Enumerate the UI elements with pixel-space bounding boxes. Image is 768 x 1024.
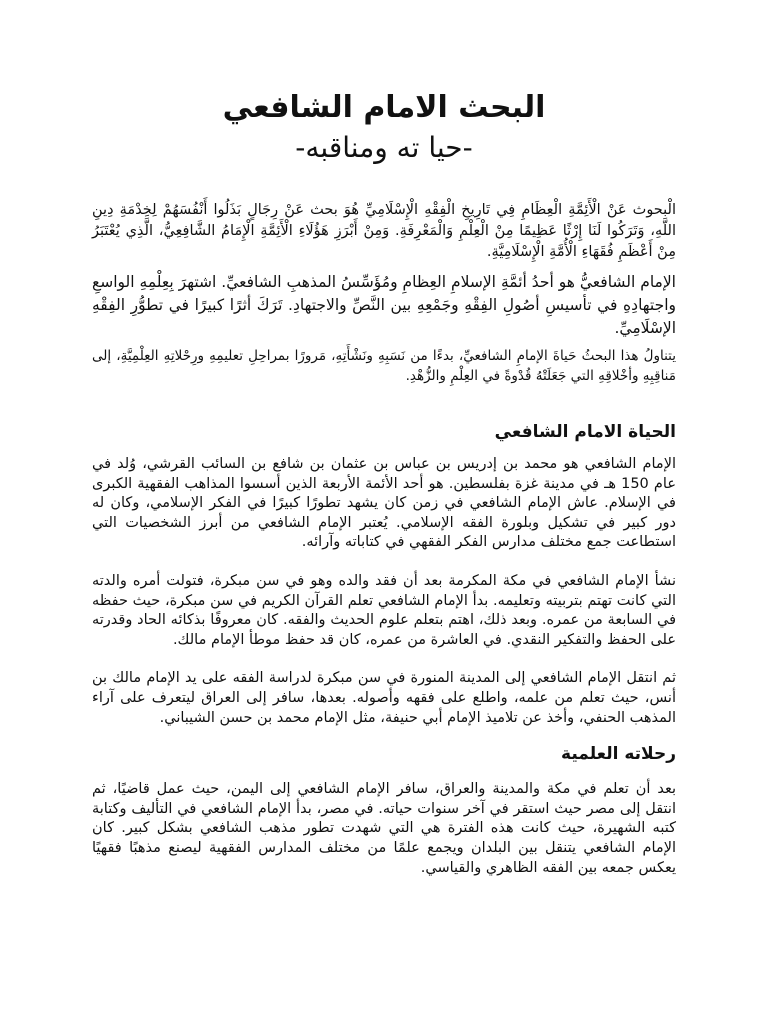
body-paragraph: الإمام الشافعي هو محمد بن إدريس بن عباس بن عثمان بن شافع بن السائب القرشي، وُلد في عام 150 هـ في مدينة غزة بفلسطين. هو أحد الأئمة الأربعة الذين أسسوا المذاهب الفقهية الكبرى في الإسلام. عاش الإمام الشافعي في زمن كان يشهد تطورًا كبيرًا في الفكر الإسلامي، وكان له دور كبير في تشكيل وبلورة الفقه الإسلامي. يُعتبر الإمام الشافعي من أبرز الشخصيات التي استطاعت جمع مختلف مدارس الفكر الفقهي في كتاباته وآرائه. — [92, 456, 676, 551]
document-subtitle: -حيا ته ومناقبه- — [295, 131, 473, 164]
body-paragraph: نشأ الإمام الشافعي في مكة المكرمة بعد أن فقد والده وهو في سن مبكرة، فتولت أمره والدته التي كانت تهتم بتربيته وتعليمه. بدأ الإمام الشافعي تعلم القرآن الكريم في سن مبكرة، حيث حفظه في السابعة من عمره. وبعد ذلك، اهتم بتعلم علوم الحديث والفقه. كان معروفًا بذكائه الحاد وقدرته على الحفظ والتفكير النقدي. في العاشرة من عمره، كان قد حفظ موطأ الإمام مالك. — [92, 572, 676, 648]
section-heading: الحياة الامام الشافعي — [494, 422, 676, 442]
section-life — [92, 420, 676, 728]
section-heading: رحلاته العلمية — [561, 744, 676, 765]
document-title: البحث الامام الشافعي — [222, 90, 546, 125]
body-paragraph: ثم انتقل الإمام الشافعي إلى المدينة المنورة في سن مبكرة لدراسة الفقه على يد الإمام مالك بن أنس، حيث تعلم من علمه، واطلع على فقهه وأصوله. بعدها، سافر إلى العراق ليتعرف على آراء المذهب الحنفي، وأخذ عن تلاميذ الإمام أبي حنيفة، مثل الإمام محمد بن حسن الشيباني. — [92, 670, 676, 726]
intro-paragraph: الإمام الشافعيُّ هو أحدُ أئمَّةِ الإسلامِ العِظامِ ومُؤَسِّسُ المذهبِ الشافعيِّ. اشتهرَ بِعِلْمِهِ الواسعِ واجتهادِهِ في تأسيسِ أصُولِ الفِقْهِ وجَمْعِهِ بين النَّصِّ والاجتهادِ. تَرَكَ أثرًا كبيرًا في تطوُّرِ الفِقْهِ الإسْلَامِيِّ. — [92, 273, 676, 337]
intro-paragraph: الْبحوث عَنْ الْأَئِمَّةِ الْعِظَامِ فِي تَارِيخِ الْفِقْهِ الْإِسْلَامِيِّ هُوَ بحث عَنْ رِجَالٍ بَذَلُوا أَنْفُسَهُمْ لِخِدْمَةِ دِينِ اللَّهِ، وَتَرَكُوا لَنَا إِرْثًا عَظِيمًا مِنْ الْعِلْمِ وَالْمَعْرِفَةِ. وَمِنْ أَبْرَزِ هَؤُلَاءِ الْأَئِمَّةِ الْإِمَامُ الشَّافِعِيُّ، الَّذِي يُعْتَبَرُ مِنْ أَعْظَمِ فُقَهَاءِ الْأُمَّةِ الْإِسْلَامِيَّةِ. — [92, 202, 676, 260]
intro-paragraph: يتناولُ هذا البحثُ حَياةَ الإمامِ الشافعيِّ، بدءًا من نَسَبِهِ ونَشْأَتِهِ، مَرورًا بمراحِلِ تعليمِهِ ورِحْلاتِهِ العِلْمِيَّةِ، إلى مَناقِبِهِ وأخْلاقِهِ التي جَعَلَتْهُ قُدْوةً في العِلْمِ والزُّهْدِ. — [92, 348, 676, 384]
intro-block — [92, 200, 676, 386]
body-paragraph: بعد أن تعلم في مكة والمدينة والعراق، سافر الإمام الشافعي إلى اليمن، حيث عمل قاضيًا، ثم انتقل إلى مصر حيث استقر في آخر سنوات حياته. في مصر، بدأ الإمام الشافعي في التأليف وكتابة كتبه الشهيرة، حيث كانت هذه الفترة هي التي شهدت تطور مذهب الشافعي بشكل كبير. كان الإمام الشافعي يتنقل بين البلدان ويجمع علمًا من مختلف المدارس الفقهية ليصنع مذهبًا فقهيًا يعكس جمعه بين الفقه الظاهري والقياسي. — [92, 781, 676, 876]
section-travels — [92, 742, 676, 878]
